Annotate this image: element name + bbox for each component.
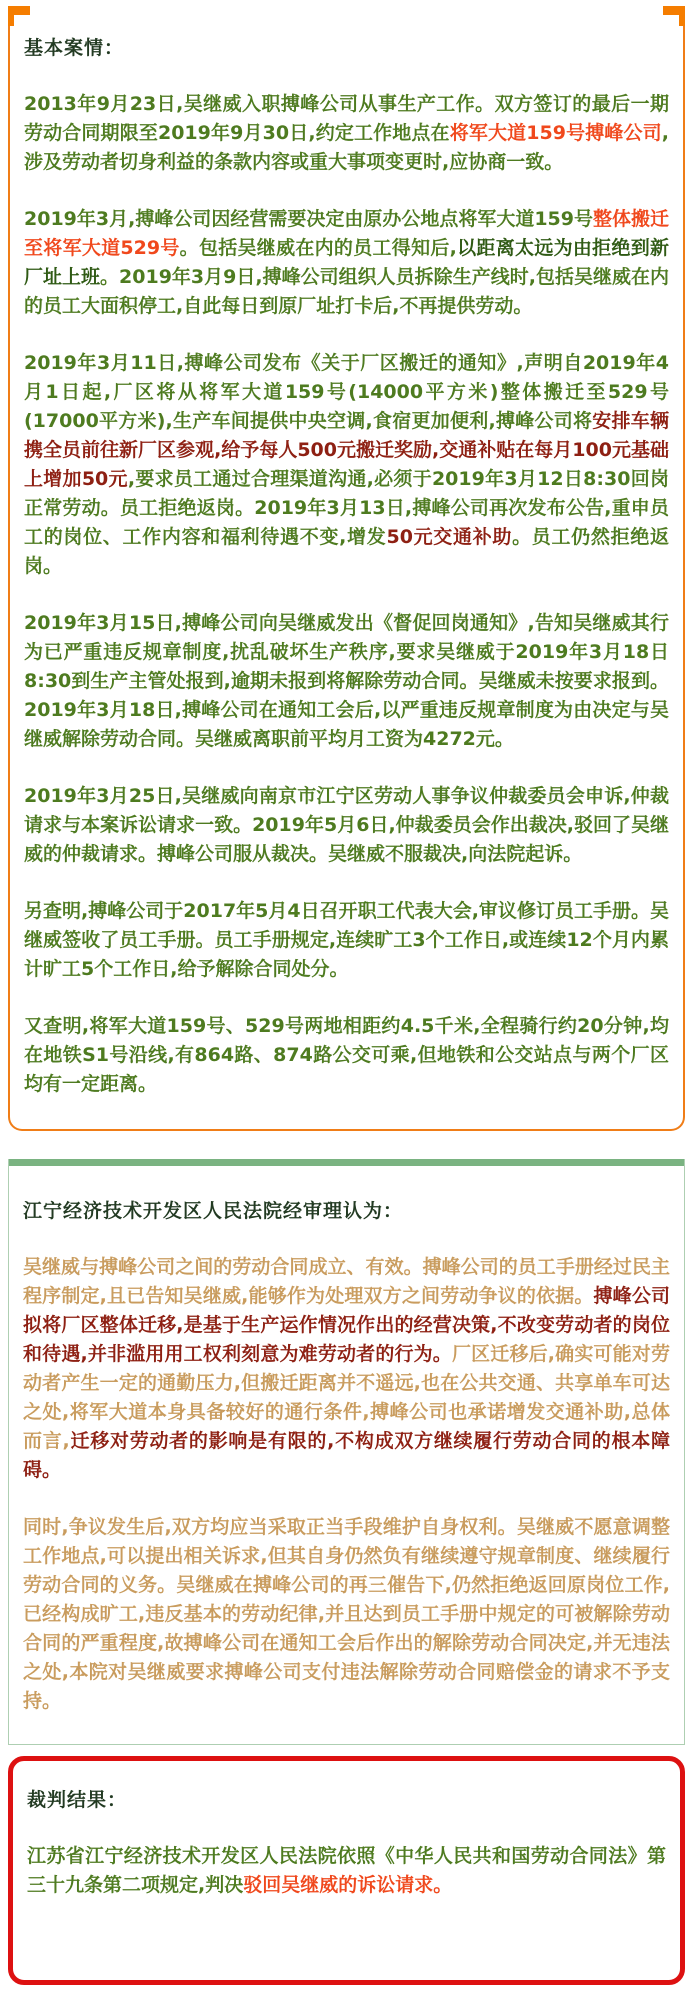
body-paragraph: 另查明,搏峰公司于2017年5月4日召开职工代表大会,审议修订员工手册。吴继威签收了员工手册。员工手册规定,连续旷工3个工作日,或连续12个月内累计旷工5个工作日,给予解除合同处分。	[24, 900, 669, 980]
body-paragraph: 又查明,将军大道159号、529号两地相距约4.5千米,全程骑行约20分钟,均在地铁S1号沿线,有864路、874路公交可乘,但地铁和公交站点与两个厂区均有一定距离。	[24, 1015, 669, 1095]
corner-bracket-right	[663, 6, 685, 26]
basic-facts-body	[24, 90, 669, 1099]
body-paragraph: 2019年3月25日,吴继威向南京市江宁区劳动人事争议仲裁委员会申诉,仲裁请求与本案诉讼请求一致。2019年5月6日,仲裁委员会作出裁决,驳回了吴继威的仲裁请求。搏峰公司服从裁决。吴继威不服裁决,向法院起诉。	[24, 785, 669, 865]
judgment-body	[27, 1842, 666, 1900]
body-paragraph: 2019年3月11日,搏峰公司发布《关于厂区搬迁的通知》,声明自2019年4月1日起,厂区将从将军大道159号(14000平方米)整体搬迁至529号(17000平方米),生产车间提供中央空调,食宿更加便利,搏峰公司将安排车辆携全员前往新厂区参观,给予每人500元搬迁奖励,交通补贴在每月100元基础上增加50元,要求员工通过合理渠道沟通,必须于2019年3月12日8:30回岗正常劳动。员工拒绝返岗。2019年3月13日,搏峰公司再次发布公告,重申员工的岗位、工作内容和福利待遇不变,增发50元交通补助。员工仍然拒绝返岗。	[24, 352, 669, 577]
basic-facts-title: 基本案情：	[24, 37, 125, 59]
body-paragraph: 2019年3月,搏峰公司因经营需要决定由原办公地点将军大道159号整体搬迁至将军大道529号。包括吴继威在内的员工得知后,以距离太远为由拒绝到新厂址上班。2019年3月9日,搏峰公司组织人员拆除生产线时,包括吴继威在内的员工大面积停工,自此每日到原厂址打卡后,不再提供劳动。	[24, 208, 669, 317]
court-opinion-section	[8, 1159, 685, 1745]
corner-bracket-left	[8, 6, 30, 26]
judgment-section	[8, 1756, 685, 1985]
body-paragraph: 吴继威与搏峰公司之间的劳动合同成立、有效。搏峰公司的员工手册经过民主程序制定,且已告知吴继威,能够作为处理双方之间劳动争议的依据。搏峰公司拟将厂区整体迁移,是基于生产运作情况作出的经营决策,不改变劳动者的岗位和待遇,并非滥用用工权利刻意为难劳动者的行为。厂区迁移后,确实可能对劳动者产生一定的通勤压力,但搬迁距离并不遥远,也在公共交通、共享单车可达之处,将军大道本身具备较好的通行条件,搏峰公司也承诺增发交通补助,总体而言,迁移对劳动者的影响是有限的,不构成双方继续履行劳动合同的根本障碍。	[23, 1256, 670, 1481]
body-paragraph: 2019年3月15日,搏峰公司向吴继威发出《督促回岗通知》,告知吴继威其行为已严重违反规章制度,扰乱破坏生产秩序,要求吴继威于2019年3月18日8:30到生产主管处报到,逾期未报到将解除劳动合同。吴继威未按要求报到。2019年3月18日,搏峰公司在通知工会后,以严重违反规章制度为由决定与吴继威解除劳动合同。吴继威离职前平均月工资为4272元。	[24, 612, 669, 750]
court-opinion-body	[23, 1253, 670, 1716]
basic-facts-section	[8, 7, 685, 1131]
body-paragraph: 2013年9月23日,吴继威入职搏峰公司从事生产工作。双方签订的最后一期劳动合同期限至2019年9月30日,约定工作地点在将军大道159号搏峰公司,涉及劳动者切身利益的条款内容或重大事项变更时,应协商一致。	[24, 93, 669, 173]
body-paragraph: 同时,争议发生后,双方均应当采取正当手段维护自身权利。吴继威不愿意调整工作地点,可以提出相关诉求,但其自身仍然负有继续遵守规章制度、继续履行劳动合同的义务。吴继威在搏峰公司的再三催告下,仍然拒绝返回原岗位工作,已经构成旷工,违反基本的劳动纪律,并且达到员工手册中规定的可被解除劳动合同的严重程度,故搏峰公司在通知工会后作出的解除劳动合同决定,并无违法之处,本院对吴继威要求搏峰公司支付违法解除劳动合同赔偿金的请求不予支持。	[23, 1516, 670, 1712]
court-opinion-title: 江宁经济技术开发区人民法院经审理认为：	[23, 1200, 404, 1222]
section-accent-bar	[9, 1159, 684, 1166]
body-paragraph: 江苏省江宁经济技术开发区人民法院依照《中华人民共和国劳动合同法》第三十九条第二项规定,判决驳回吴继威的诉讼请求。	[27, 1845, 666, 1896]
judgment-title: 裁判结果：	[27, 1789, 128, 1811]
